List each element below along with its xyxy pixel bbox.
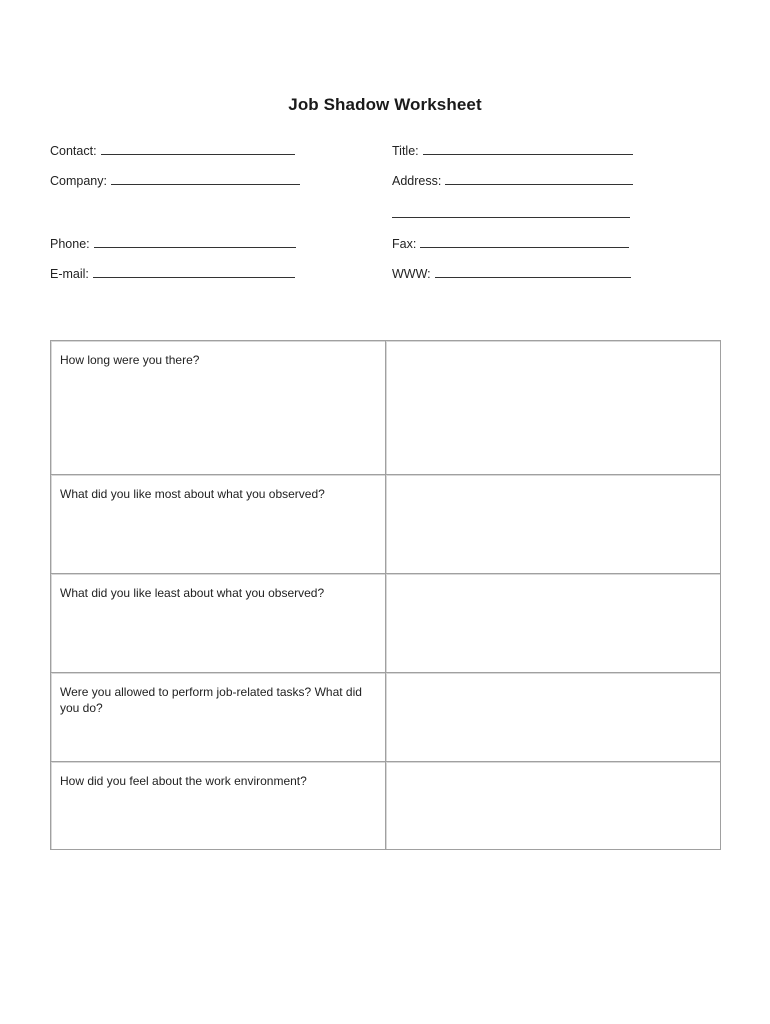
question-text: What did you like most about what you observed?: [60, 487, 325, 501]
address-field[interactable]: [392, 173, 633, 188]
phone-line[interactable]: [94, 236, 296, 248]
contact-field[interactable]: [50, 143, 295, 158]
email-line[interactable]: [93, 266, 295, 278]
question-cell: [51, 341, 386, 475]
question-text: Were you allowed to perform job-related tasks? What did you do?: [60, 685, 362, 715]
www-field[interactable]: [392, 266, 631, 281]
title-label: Title:: [392, 144, 419, 158]
company-label: Company:: [50, 174, 107, 188]
address-line-2-field[interactable]: [392, 206, 630, 221]
question-text: What did you like least about what you observed?: [60, 586, 325, 600]
table-row: [51, 673, 721, 762]
email-label: E-mail:: [50, 267, 89, 281]
answer-cell[interactable]: [386, 762, 721, 850]
contact-line[interactable]: [101, 143, 295, 155]
table-row: [51, 574, 721, 673]
address-line-2[interactable]: [392, 206, 630, 218]
phone-label: Phone:: [50, 237, 90, 251]
answer-cell[interactable]: [386, 341, 721, 475]
answer-cell[interactable]: [386, 673, 721, 762]
table-row: [51, 762, 721, 850]
table-row: [51, 341, 721, 475]
question-cell: [51, 475, 386, 574]
answer-cell[interactable]: [386, 574, 721, 673]
www-line[interactable]: [435, 266, 631, 278]
company-line[interactable]: [111, 173, 300, 185]
phone-field[interactable]: [50, 236, 296, 251]
fax-line[interactable]: [420, 236, 629, 248]
email-field[interactable]: [50, 266, 295, 281]
fax-field[interactable]: [392, 236, 629, 251]
www-label: WWW:: [392, 267, 431, 281]
title-field[interactable]: [392, 143, 633, 158]
page-title: Job Shadow Worksheet: [288, 95, 482, 114]
question-text: How did you feel about the work environment?: [60, 774, 307, 788]
question-cell: [51, 762, 386, 850]
title-line[interactable]: [423, 143, 633, 155]
fax-label: Fax:: [392, 237, 417, 251]
question-cell: [51, 574, 386, 673]
address-line[interactable]: [445, 173, 633, 185]
address-label: Address:: [392, 174, 442, 188]
question-cell: [51, 673, 386, 762]
answer-cell[interactable]: [386, 475, 721, 574]
contact-label: Contact:: [50, 144, 97, 158]
table-row: [51, 475, 721, 574]
question-text: How long were you there?: [60, 353, 200, 367]
worksheet-table: [50, 340, 721, 850]
company-field[interactable]: [50, 173, 300, 188]
